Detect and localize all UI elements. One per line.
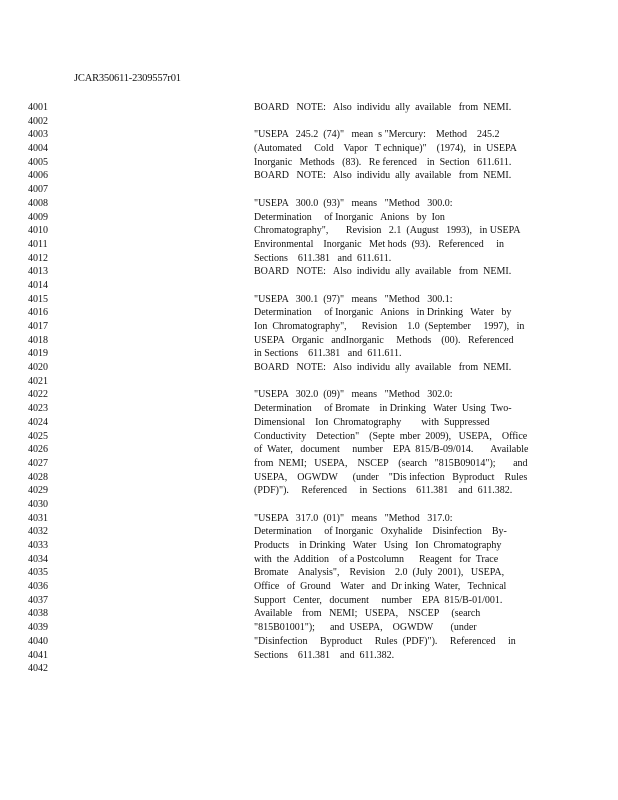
text-line: BOARD NOTE: Also individu ally available from NEMI. [254, 266, 512, 278]
line-number: 4012 [28, 252, 48, 264]
line-number: 4022 [28, 389, 48, 401]
text-line: "Disinfection Byproduct Rules (PDF)"). Referenced in [254, 635, 516, 647]
line-number: 4027 [28, 457, 48, 469]
line-number: 4006 [28, 170, 48, 182]
text-line: "815B01001"); and USEPA, OGWDW (under [254, 622, 477, 634]
line-number: 4015 [28, 293, 48, 305]
line-number: 4003 [28, 129, 48, 141]
line-number: 4032 [28, 526, 48, 538]
text-line: "USEPA 300.0 (93)" means "Method 300.0: [254, 197, 453, 209]
line-number: 4029 [28, 485, 48, 497]
line-number: 4034 [28, 553, 48, 565]
text-line: Ion Chromatography", Revision 1.0 (September 1997), in [254, 321, 525, 332]
line-number: 4004 [28, 143, 48, 155]
text-line [254, 279, 536, 293]
line-number: 4011 [28, 238, 48, 250]
document-id-header: JCAR350611-2309557r01 [74, 73, 181, 84]
text-line: BOARD NOTE: Also individu ally available from NEMI. [254, 170, 512, 182]
line-number: 4021 [28, 375, 48, 387]
text-line: "USEPA 245.2 (74)" mean s "Mercury: Method 245.2 [254, 129, 500, 141]
line-number: 4035 [28, 567, 48, 579]
line-number: 4030 [28, 498, 48, 510]
text-line: Sections 611.381 and 611.382. [254, 649, 395, 661]
text-line: BOARD NOTE: Also individu ally available from NEMI. [254, 102, 512, 113]
line-number: 4007 [28, 184, 48, 196]
line-number-column [28, 101, 48, 676]
line-number: 4024 [28, 416, 48, 428]
line-number: 4036 [28, 581, 48, 593]
text-line: Bromate Analysis", Revision 2.0 (July 2001), USEPA, [254, 567, 505, 579]
text-line: "USEPA 300.1 (97)" means "Method 300.1: [254, 293, 453, 305]
line-number: 4037 [28, 594, 48, 606]
line-number: 4009 [28, 211, 48, 223]
text-line: Determination of Bromate in Drinking Water Using Two- [254, 403, 512, 415]
line-number: 4042 [28, 663, 48, 675]
text-line [254, 375, 536, 389]
text-line: Sections 611.381 and 611.611. [254, 252, 392, 264]
document-body-text [254, 101, 536, 676]
text-line: Inorganic Methods (83). Re ferenced in Section 611.611. [254, 156, 512, 168]
text-line: "USEPA 302.0 (09)" means "Method 302.0: [254, 389, 453, 401]
line-number: 4013 [28, 266, 48, 278]
line-number: 4002 [28, 115, 48, 127]
text-line: in Sections 611.381 and 611.611. [254, 348, 402, 360]
text-line [254, 498, 536, 512]
text-line: Support Center, document number EPA 815/B-01/001. [254, 594, 503, 606]
text-line: "USEPA 317.0 (01)" means "Method 317.0: [254, 512, 453, 524]
text-line: with the Addition of a Postcolumn Reagent for Trace [254, 553, 499, 565]
text-line: Environmental Inorganic Met hods (93). Referenced in [254, 238, 505, 250]
line-number: 4010 [28, 225, 48, 237]
line-number: 4008 [28, 197, 48, 209]
text-line [254, 662, 536, 676]
line-number: 4019 [28, 348, 48, 360]
text-line: BOARD NOTE: Also individu ally available from NEMI. [254, 362, 512, 374]
line-number: 4005 [28, 156, 48, 168]
text-line [254, 115, 536, 129]
line-number: 4001 [28, 102, 48, 113]
text-line: of Water, document number EPA 815/B-09/014. Available [254, 444, 529, 456]
text-line: Dimensional Ion Chromatography with Suppressed [254, 416, 490, 428]
text-line: USEPA, OGWDW (under "Dis infection Byproduct Rules [254, 471, 528, 483]
text-line: Conductivity Detection" (Septe mber 2009), USEPA, Office [254, 430, 528, 442]
text-line: Determination of Inorganic Anions by Ion [254, 211, 445, 223]
line-number: 4033 [28, 540, 48, 551]
line-number: 4038 [28, 608, 48, 620]
text-line [254, 183, 536, 197]
text-line: Determination of Inorganic Oxyhalide Disinfection By- [254, 526, 507, 538]
line-number: 4041 [28, 649, 48, 661]
line-number: 4023 [28, 403, 48, 415]
text-line: (Automated Cold Vapor T echnique)" (1974), in USEPA [254, 143, 517, 155]
line-number: 4039 [28, 622, 48, 634]
line-number: 4040 [28, 635, 48, 647]
text-line: Determination of Inorganic Anions in Drinking Water by [254, 307, 512, 319]
text-line: USEPA Organic andInorganic Methods (00). Referenced [254, 334, 514, 346]
text-line: Products in Drinking Water Using Ion Chromatography [254, 540, 502, 551]
line-number: 4026 [28, 444, 48, 456]
text-line: (PDF)"). Referenced in Sections 611.381 and 611.382. [254, 485, 513, 497]
line-number: 4017 [28, 321, 48, 332]
text-line: Office of Ground Water and Dr inking Water, Technical [254, 581, 507, 593]
line-number: 4025 [28, 430, 48, 442]
line-number: 4016 [28, 307, 48, 319]
text-line: Chromatography", Revision 2.1 (August 1993), in USEPA [254, 225, 521, 237]
line-number: 4031 [28, 512, 48, 524]
line-number: 4014 [28, 279, 48, 291]
line-number: 4028 [28, 471, 48, 483]
line-number: 4018 [28, 334, 48, 346]
text-line: from NEMI; USEPA, NSCEP (search "815B09014"); and [254, 457, 528, 469]
line-number: 4020 [28, 362, 48, 374]
text-line: Available from NEMI; USEPA, NSCEP (search [254, 608, 481, 620]
